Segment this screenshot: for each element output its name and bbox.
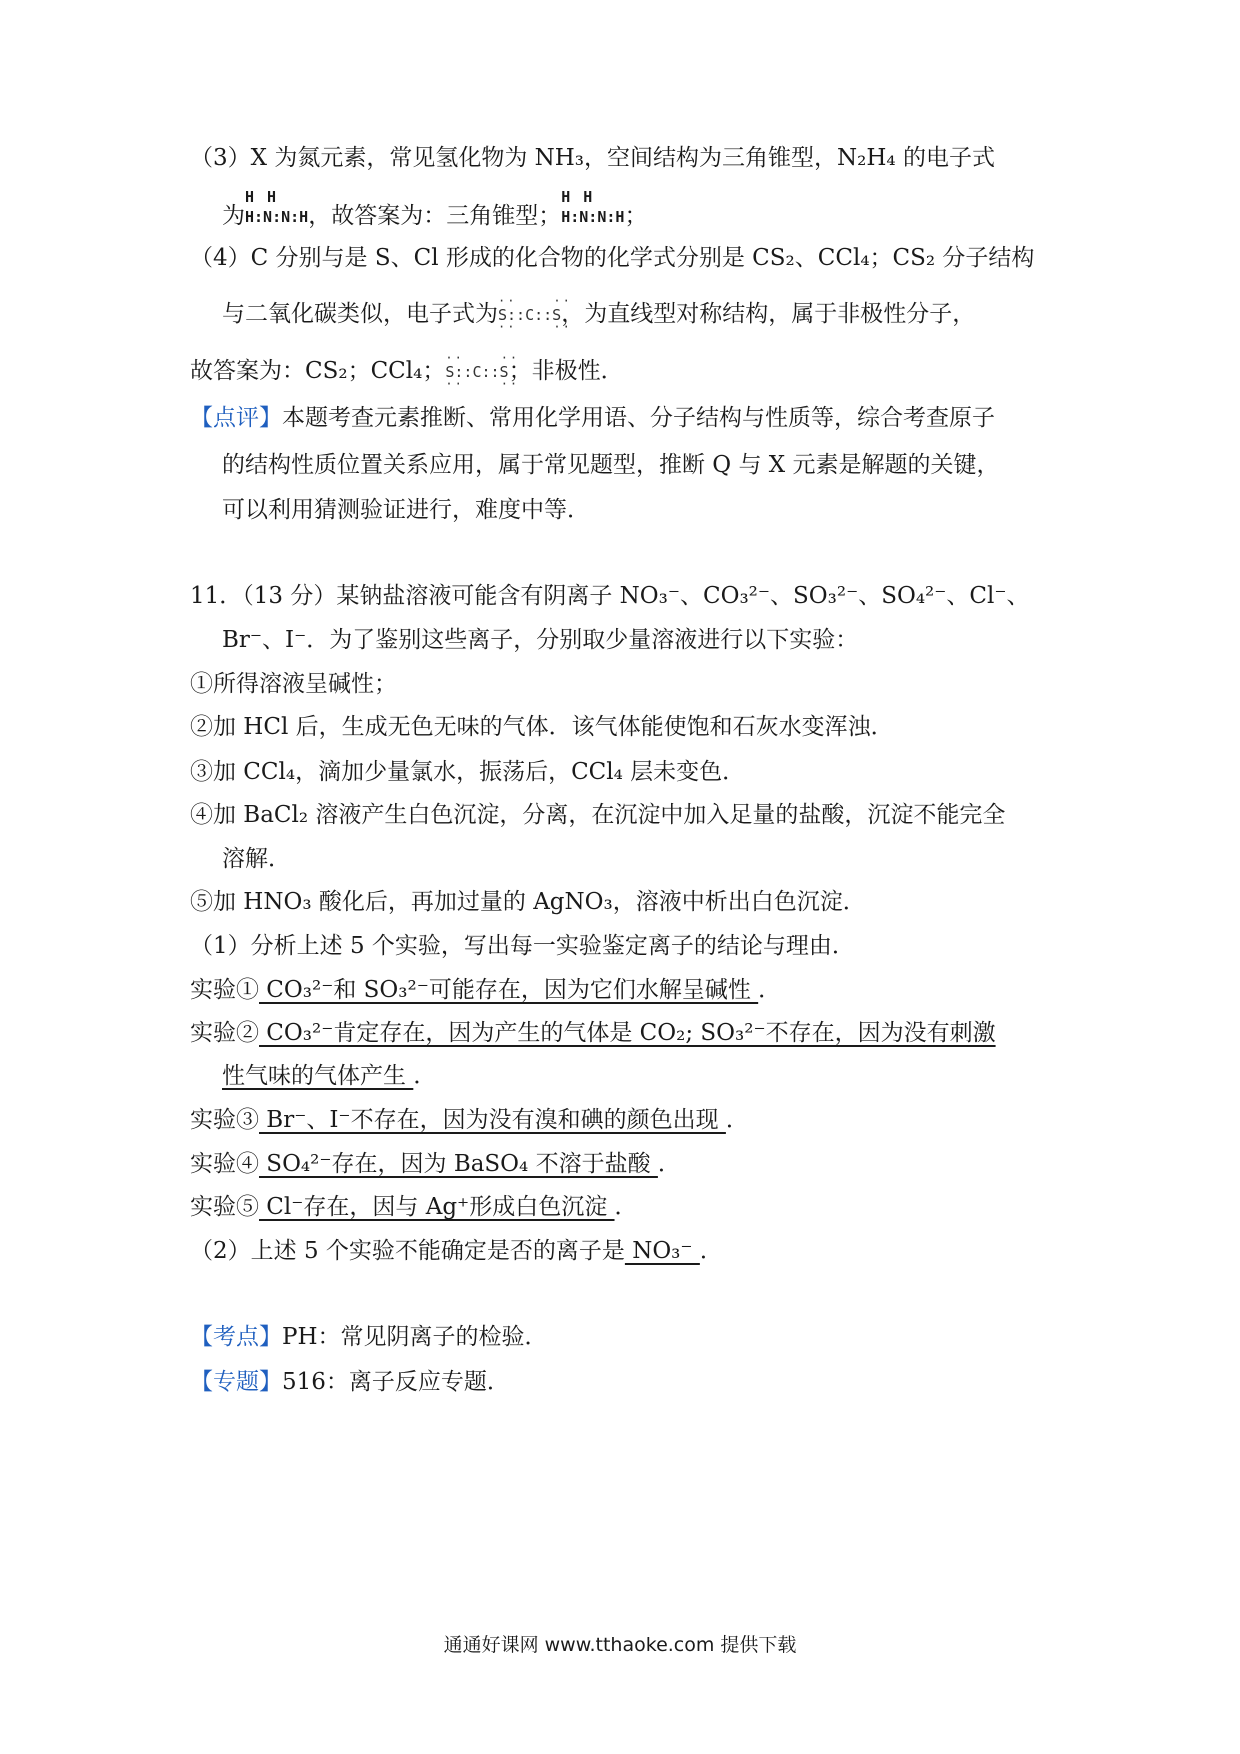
sub-question-1: （1）分析上述 5 个实验，写出每一实验鉴定离子的结论与理由． bbox=[190, 933, 855, 959]
part3-line1: （3）X 为氮元素，常见氢化物为 NH₃，空间结构为三角锥型，N₂H₄ 的电子式 bbox=[190, 145, 995, 171]
sub-question-2: （2）上述 5 个实验不能确定是否的离子是 NO₃⁻ ． bbox=[190, 1238, 723, 1264]
zhuanti-line: 【专题】516：离子反应专题． bbox=[190, 1369, 510, 1395]
experiment-3: ③加 CCl₄，滴加少量氯水，振荡后，CCl₄ 层未变色． bbox=[190, 759, 746, 785]
part4-line3: 故答案为：CS₂；CCl₄； ·· ·· S::C::S ·· ·· ；非极性． bbox=[190, 351, 624, 391]
zhuanti-tag: 【专题】 bbox=[190, 1369, 282, 1395]
experiment-5: ⑤加 HNO₃ 酸化后，再加过量的 AgNO₃，溶液中析出白色沉淀． bbox=[190, 889, 866, 915]
sub-question-2-blank: NO₃⁻ bbox=[624, 1238, 700, 1264]
n2h4-electron-formula: H H H:N:N:H bbox=[245, 188, 309, 226]
page-footer: 通通好课网 www.tthaoke.com 提供下载 bbox=[443, 1634, 797, 1656]
answer-2-blank: CO₃²⁻肯定存在，因为产生的气体是 CO₂; SO₃²⁻不存在，因为没有刺激 bbox=[259, 1020, 996, 1046]
q11-stem-line1: 11．（13 分）某钠盐溶液可能含有阴离子 NO₃⁻、CO₃²⁻、SO₃²⁻、SO₄²⁻、Cl⁻、 bbox=[190, 583, 1030, 609]
kaodian-line: 【考点】PH：常见阴离子的检验． bbox=[190, 1324, 548, 1350]
answer-experiment-4: 实验④ SO₄²⁻存在，因为 BaSO₄ 不溶于盐酸 ． bbox=[190, 1151, 681, 1177]
part4-line1: （4）C 分别与是 S、Cl 形成的化合物的化学式分别是 CS₂、CCl₄；CS₂ 分子结构 bbox=[190, 245, 1035, 271]
answer-1-blank: CO₃²⁻和 SO₃²⁻可能存在，因为它们水解呈碱性 bbox=[259, 977, 759, 1003]
cs2-electron-formula-answer: ·· ·· S::C::S ·· ·· bbox=[445, 351, 520, 391]
experiment-1: ①所得溶液呈碱性； bbox=[190, 671, 397, 697]
experiment-4-cont: 溶解． bbox=[222, 846, 291, 872]
q11-stem-line2: Br⁻、I⁻．为了鉴别这些离子，分别取少量溶液进行以下实验： bbox=[222, 627, 859, 653]
review-line2: 的结构性质位置关系应用，属于常见题型，推断 Q 与 X 元素是解题的关键， bbox=[222, 452, 1000, 478]
answer-2-blank-cont: 性气味的气体产生 bbox=[222, 1063, 414, 1089]
answer-experiment-2: 实验② CO₃²⁻肯定存在，因为产生的气体是 CO₂; SO₃²⁻不存在，因为没有刺激 bbox=[190, 1020, 996, 1046]
answer-experiment-5: 实验⑤ Cl⁻存在，因与 Ag⁺形成白色沉淀 ． bbox=[190, 1194, 638, 1220]
answer-experiment-1: 实验① CO₃²⁻和 SO₃²⁻可能存在，因为它们水解呈碱性 ． bbox=[190, 977, 782, 1003]
experiment-4: ④加 BaCl₂ 溶液产生白色沉淀，分离，在沉淀中加入足量的盐酸，沉淀不能完全 bbox=[190, 802, 1006, 828]
cs2-electron-formula: ·· ·· S::C::S ·· ·· bbox=[498, 294, 572, 334]
experiment-2: ②加 HCl 后，生成无色无味的气体．该气体能使饱和石灰水变浑浊． bbox=[190, 714, 894, 740]
answer-4-blank: SO₄²⁻存在，因为 BaSO₄ 不溶于盐酸 bbox=[259, 1151, 658, 1177]
review-paragraph: 【点评】本题考查元素推断、常用化学用语、分子结构与性质等，综合考查原子 bbox=[190, 405, 995, 431]
part3-line2: 为 H H H:N:N:H，故答案为：三角锥型； H H H:N:N:H； bbox=[222, 200, 647, 233]
answer-experiment-3: 实验③ Br⁻、I⁻不存在，因为没有溴和碘的颜色出现 ． bbox=[190, 1107, 749, 1133]
answer-5-blank: Cl⁻存在，因与 Ag⁺形成白色沉淀 bbox=[259, 1194, 615, 1220]
part4-line2: 与二氧化碳类似，电子式为 ·· ·· S::C::S ·· ·· ，为直线型对称结构，属于非极性分子， bbox=[222, 294, 976, 334]
kaodian-tag: 【考点】 bbox=[190, 1324, 282, 1350]
answer-experiment-2-cont: 性气味的气体产生 ． bbox=[222, 1063, 437, 1089]
review-tag: 【点评】 bbox=[190, 405, 282, 431]
n2h4-electron-formula-answer: H H H:N:N:H bbox=[561, 188, 625, 226]
answer-3-blank: Br⁻、I⁻不存在，因为没有溴和碘的颜色出现 bbox=[259, 1107, 726, 1133]
review-line3: 可以利用猜测验证进行，难度中等． bbox=[222, 497, 590, 523]
